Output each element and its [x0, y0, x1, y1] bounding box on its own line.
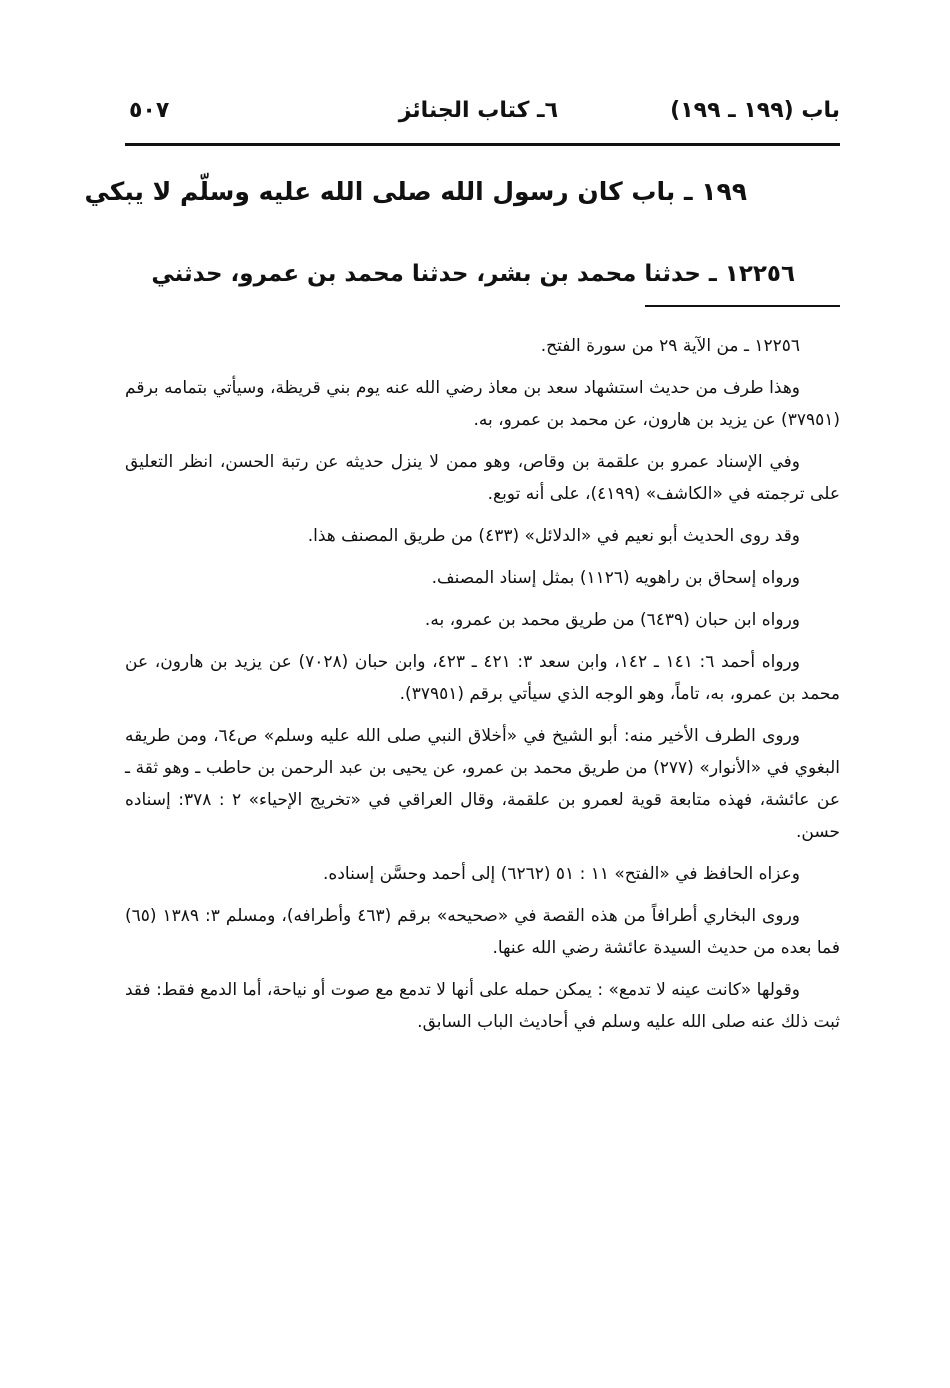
- footnotes: [125, 330, 840, 1048]
- section-title: ١٩٩ ـ باب كان رسول الله صلى الله عليه وسلّم لا يبكي: [84, 177, 747, 206]
- header-divider: [125, 143, 840, 146]
- footnote-paragraph: ورواه إسحاق بن راهويه (١١٢٦) بمثل إسناد المصنف.: [431, 568, 800, 588]
- footnote-paragraph: وعزاه الحافظ في «الفتح» ١١ : ٥١ (٦٢٦٢) إلى أحمد وحسَّن إسناده.: [323, 864, 800, 884]
- footnote-paragraph: وهذا طرف من حديث استشهاد سعد بن معاذ رضي الله عنه يوم بني قريظة، وسيأتي بتمامه برقم (٣٧٩٥١) عن يزيد بن هارون، عن محمد بن عمرو، به.: [125, 378, 840, 430]
- main-text-line: ١٢٢٥٦ ـ حدثنا محمد بن بشر، حدثنا محمد بن عمرو، حدثني: [151, 261, 795, 287]
- footnote-paragraph: وروى الطرف الأخير منه: أبو الشيخ في «أخلاق النبي صلى الله عليه وسلم» ص٦٤، ومن طريقه البغوي في «الأنوار» (٢٧٧) من طريق محمد بن عمرو، عن يحيى بن عبد الرحمن بن حاطب ـ وهو ثقة ـ عن عائشة، فهذه متابعة قوية لعمرو بن علقمة، وقال العراقي في «تخريج الإحياء» ٢ : ٣٧٨: إسناده حسن.: [125, 726, 840, 842]
- footnote-paragraph: ورواه أحمد ٦: ١٤١ ـ ١٤٢، وابن سعد ٣: ٤٢١ ـ ٤٢٣، وابن حبان (٧٠٢٨) عن يزيد بن هارون، عن محمد بن عمرو، به، تاماً، وهو الوجه الذي سيأتي برقم (٣٧٩٥١).: [125, 652, 840, 704]
- footnote-paragraph: وروى البخاري أطرافاً من هذه القصة في «صحيحه» برقم (٤٦٣ وأطرافه)، ومسلم ٣: ١٣٨٩ (٦٥) فما بعده من حديث السيدة عائشة رضي الله عنها.: [125, 906, 840, 958]
- book-title: ٦ـ كتاب الجنائز: [398, 98, 558, 123]
- footnote-paragraph: ١٢٢٥٦ ـ من الآية ٢٩ من سورة الفتح.: [540, 336, 800, 356]
- page-number: ٥٠٧: [129, 98, 170, 123]
- footnote-paragraph: وقد روى الحديث أبو نعيم في «الدلائل» (٤٣٣) من طريق المصنف هذا.: [307, 526, 800, 546]
- footnote-paragraph: وفي الإسناد عمرو بن علقمة بن وقاص، وهو ممن لا ينزل حديثه عن رتبة الحسن، انظر التعليق على ترجمته في «الكاشف» (٤١٩٩)، على أنه توبع.: [125, 452, 840, 504]
- footnote-divider: [645, 305, 840, 307]
- footnote-paragraph: ورواه ابن حبان (٦٤٣٩) من طريق محمد بن عمرو، به.: [424, 610, 800, 630]
- running-header: [125, 92, 840, 136]
- chapter-reference: باب (١٩٩ ـ ١٩٩): [670, 98, 840, 123]
- footnote-paragraph: وقولها «كانت عينه لا تدمع» : يمكن حمله على أنها لا تدمع مع صوت أو نياحة، أما الدمع فقط: فقد ثبت ذلك عنه صلى الله عليه وسلم في أحاديث الباب السابق.: [125, 980, 840, 1032]
